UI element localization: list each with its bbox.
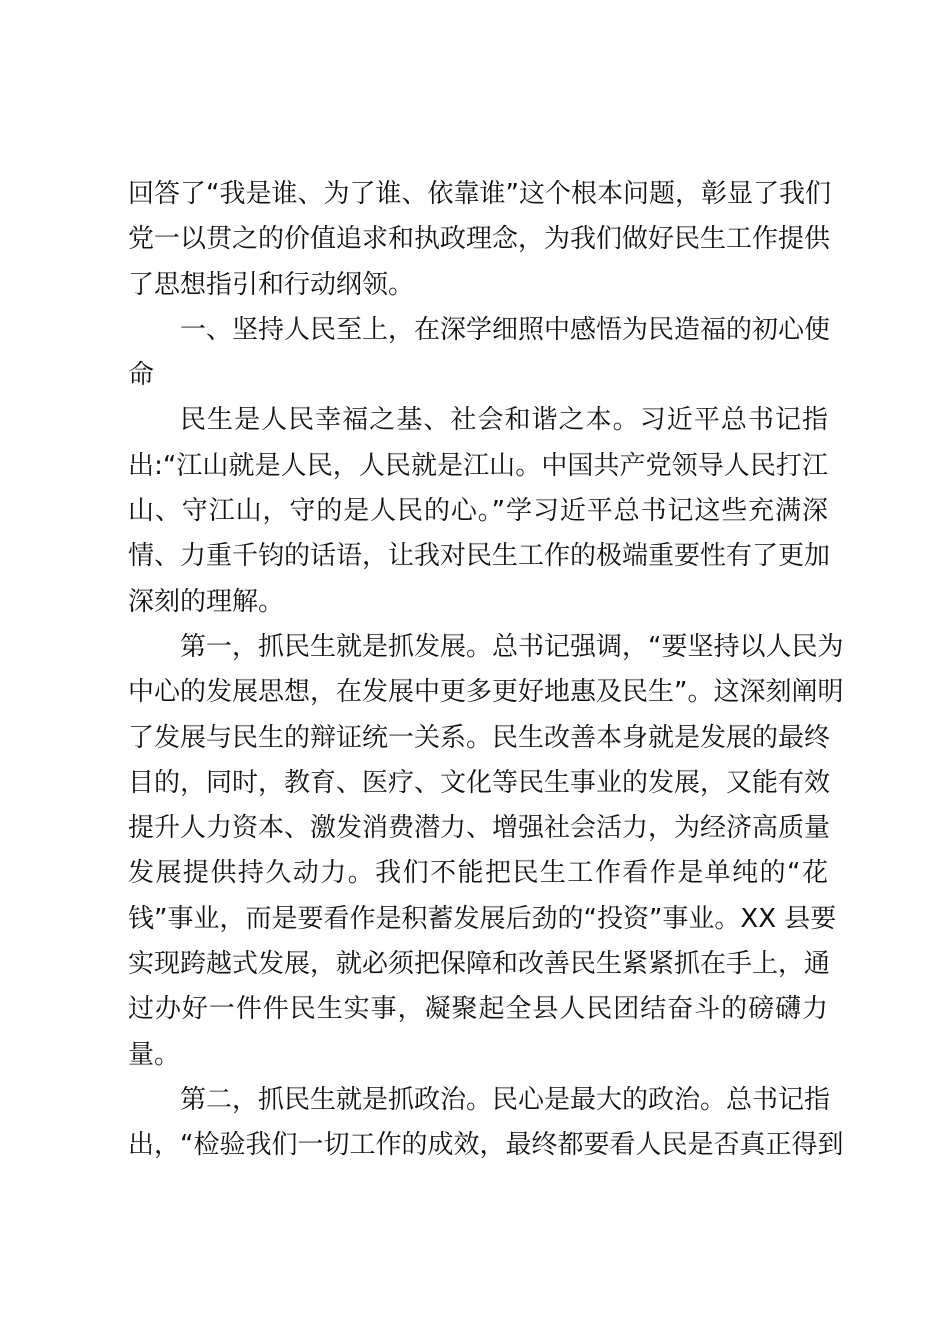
body-text	[128, 172, 844, 1169]
text-line: 了发展与民生的辩证统一关系。民生改善本身就是发展的最终	[128, 722, 831, 753]
text-line: 深刻的理解。	[128, 586, 285, 617]
text-line: 提升人力资本、激发消费潜力、增强社会活力，为经济高质量	[128, 813, 831, 844]
text-line: 民生是人民幸福之基、社会和谐之本。习近平总书记指	[180, 405, 828, 436]
text-line: 发展提供持久动力。我们不能把民生工作看作是单纯的“花	[128, 858, 828, 889]
text-line: 回答了“我是谁、为了谁、依靠谁”这个根本问题，彰显了我们	[128, 179, 831, 209]
text-line: 情、力重千钧的话语，让我对民生工作的极端重要性有了更加	[128, 541, 831, 572]
text-line: 党一以贯之的价值追求和执政理念，为我们做好民生工作提供	[128, 224, 831, 255]
text-line: 出:“江山就是人民，人民就是江山。中国共产党领导人民打江	[128, 450, 828, 481]
text-line: 第二，抓民生就是抓政治。民心是最大的政治。总书记指	[180, 1084, 831, 1115]
text-line: 钱”事业，而是要看作是积蓄发展后劲的“投资”事业。XX 县要	[128, 903, 837, 934]
section-heading-line: 命	[128, 360, 155, 391]
text-line: 第一，抓民生就是抓发展。总书记强调，“要坚持以人民为	[180, 631, 844, 662]
text-line: 中心的发展思想，在发展中更多更好地惠及民生”。这深刻阐明	[128, 677, 844, 708]
section-heading-line: 一、坚持人民至上，在深学细照中感悟为民造福的初心使	[180, 314, 831, 345]
text-line: 山、守江山，守的是人民的心。”学习近平总书记这些充满深	[128, 496, 828, 527]
text-line: 出，“检验我们一切工作的成效，最终都要看人民是否真正得到	[128, 1130, 844, 1161]
text-line: 量。	[128, 1039, 181, 1070]
text-line: 了思想指引和行动纲领。	[128, 269, 415, 300]
text-line: 实现跨越式发展，就必须把保障和改善民生紧紧抓在手上，通	[128, 949, 831, 980]
text-line: 过办好一件件民生实事，凝聚起全县人民团结奋斗的磅礴力	[128, 994, 828, 1025]
text-line: 目的，同时，教育、医疗、文化等民生事业的发展，又能有效	[128, 767, 831, 798]
